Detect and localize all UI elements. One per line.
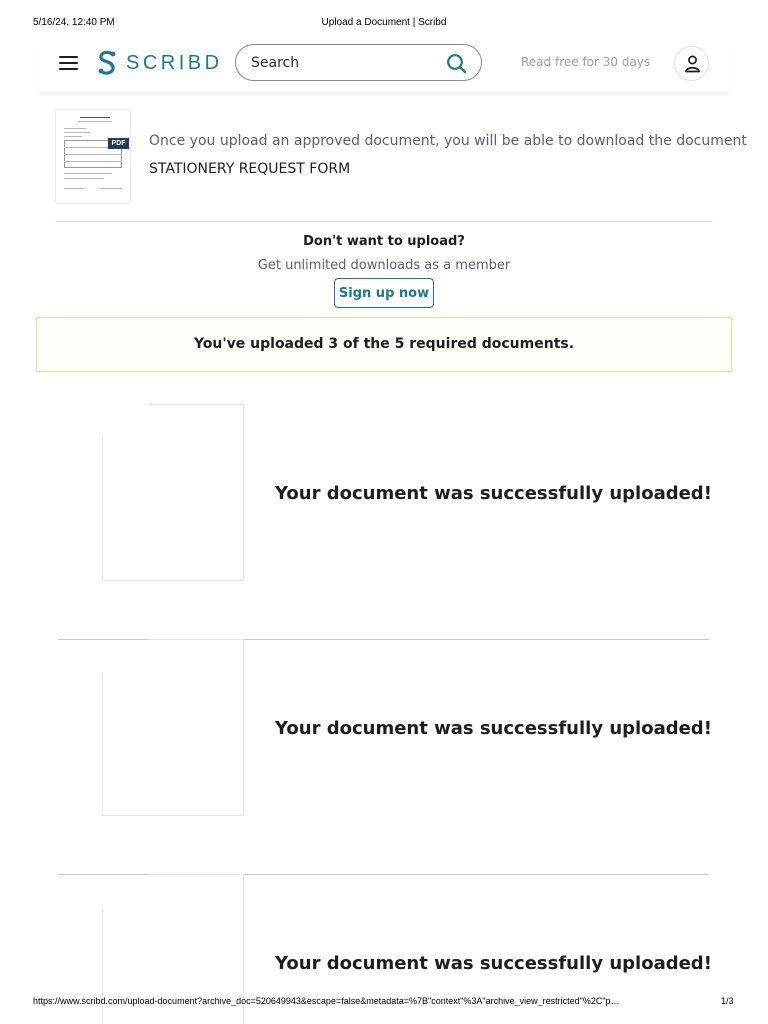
search-icon[interactable]: [446, 53, 467, 74]
document-thumbnail: [56, 110, 130, 203]
uploaded-document-preview: [102, 639, 244, 816]
hamburger-menu-icon[interactable]: [58, 53, 80, 73]
sign-up-button[interactable]: Sign up now: [334, 278, 434, 308]
cta-subtitle: Get unlimited downloads as a member: [257, 258, 511, 273]
print-header: [0, 17, 768, 31]
uploaded-document-preview: [102, 404, 244, 581]
top-navigation-bar: [36, 36, 732, 92]
print-page-number: 1/3: [721, 996, 734, 1006]
scribd-logo[interactable]: [96, 49, 223, 77]
print-page-title: Upload a Document | Scribd: [321, 17, 447, 28]
upload-success-message: Your document was successfully uploaded!: [275, 718, 712, 739]
document-card: [56, 110, 747, 222]
search-box[interactable]: [235, 44, 482, 81]
search-input[interactable]: [251, 53, 431, 73]
print-footer: [0, 996, 768, 1010]
upload-slot: [58, 404, 712, 640]
document-title: STATIONERY REQUEST FORM: [149, 161, 351, 177]
logo-text: SCRIBD: [126, 51, 223, 74]
user-account-button[interactable]: [674, 46, 709, 81]
upload-success-message: Your document was successfully uploaded!: [275, 953, 712, 974]
upload-progress-text: You've uploaded 3 of the 5 required documents.: [193, 336, 575, 352]
upload-success-message: Your document was successfully uploaded!: [275, 483, 712, 504]
user-icon: [684, 55, 701, 73]
upload-note: Once you upload an approved document, you will be able to download the document: [149, 133, 747, 149]
scribd-logo-icon: [96, 50, 118, 76]
pdf-badge: PDF: [108, 138, 129, 149]
upload-progress-banner: [36, 317, 732, 372]
read-free-link[interactable]: Read free for 30 days: [521, 55, 651, 69]
cta-title: Don't want to upload?: [303, 234, 465, 249]
print-datetime: 5/16/24, 12:40 PM: [33, 17, 115, 28]
upload-slot: [58, 639, 712, 875]
print-url: https://www.scribd.com/upload-document?archive_doc=520649943&escape=false&metadata=%7B"context"%3A"archive_view_restricted"%2C"p…: [33, 996, 620, 1006]
